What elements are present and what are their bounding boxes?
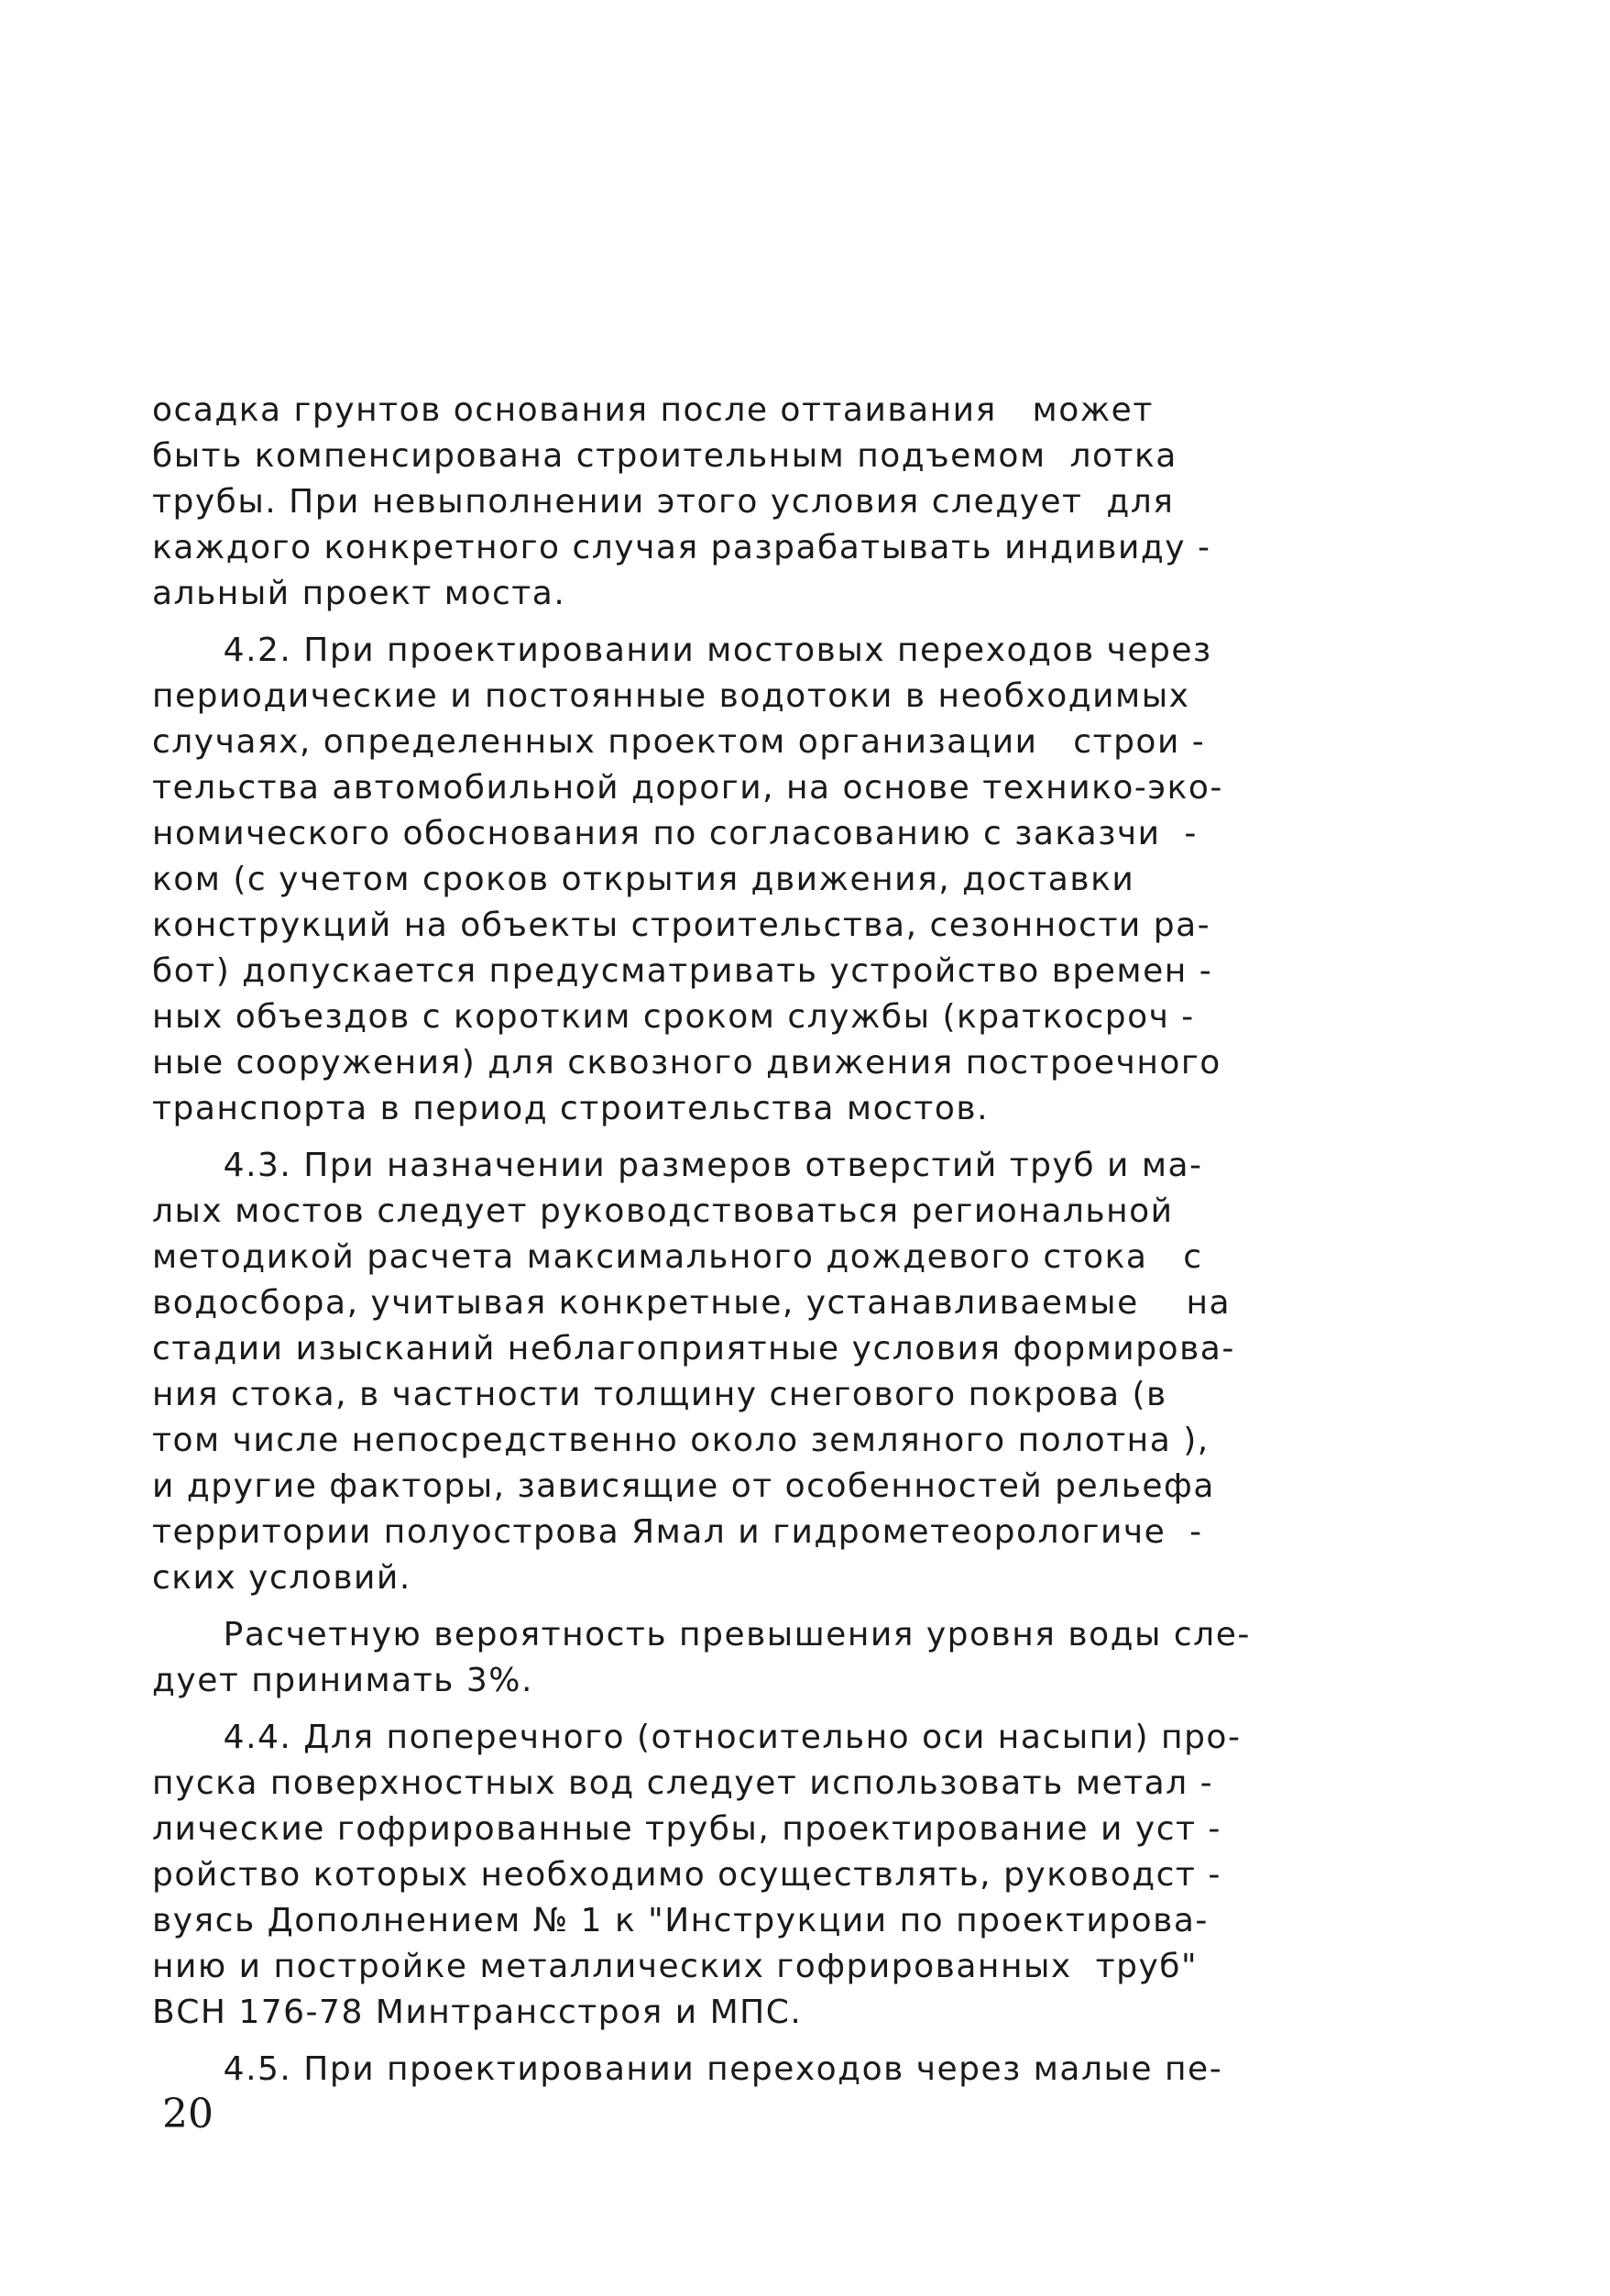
text-line: стадии изысканий неблагоприятные условия формирова- xyxy=(152,1330,1235,1368)
paragraph-gap xyxy=(152,1601,1353,1612)
text-line: территории полуострова Ямал и гидрометеорологиче - xyxy=(152,1513,1203,1551)
text-line: ные сооружения) для сквозного движения построечного xyxy=(152,1044,1221,1082)
paragraph-4-3 xyxy=(152,1143,1353,1601)
text-line: ком (с учетом сроков открытия движения, доставки xyxy=(152,861,1135,898)
text-line: ских условий. xyxy=(152,1559,411,1597)
text-line: случаях, определенных проектом организации строи - xyxy=(152,723,1206,761)
text-line: периодические и постоянные водотоки в необходимых xyxy=(152,677,1190,715)
text-line: лых мостов следует руководствоваться региональной xyxy=(152,1192,1174,1230)
body-text xyxy=(152,388,1353,2093)
text-line: дует принимать 3%. xyxy=(152,1662,533,1699)
text-line: и другие факторы, зависящие от особенностей рельефа xyxy=(152,1467,1215,1505)
text-line: каждого конкретного случая разрабатывать индивиду - xyxy=(152,529,1211,566)
text-line: нию и постройке металлических гофрированных труб" xyxy=(152,1948,1199,1985)
text-line: ройство которых необходимо осуществлять, руководст - xyxy=(152,1856,1221,1894)
text-line: транспорта в период строительства мостов. xyxy=(152,1090,990,1127)
text-line: лические гофрированные трубы, проектирование и уст - xyxy=(152,1810,1221,1848)
text-line: трубы. При невыполнении этого условия следует для xyxy=(152,483,1175,521)
text-line: 4.4. Для поперечного (относительно оси насыпи) про- xyxy=(152,1719,1242,1756)
text-line: конструкций на объекты строительства, сезонности ра- xyxy=(152,906,1211,944)
text-line: Расчетную вероятность превышения уровня воды сле- xyxy=(152,1616,1251,1653)
text-line: бот) допускается предусматривать устройство времен - xyxy=(152,952,1213,990)
text-line: ВСН 176-78 Минтрансстроя и МПС. xyxy=(152,1994,803,2031)
paragraph-4-2 xyxy=(152,628,1353,1132)
text-line: пуска поверхностных вод следует использовать метал - xyxy=(152,1764,1214,1802)
text-line: номического обоснования по согласованию с заказчи - xyxy=(152,815,1198,852)
text-line: ных объездов с коротким сроком службы (краткосроч - xyxy=(152,998,1195,1036)
text-line: вуясь Дополнением № 1 к "Инструкции по проектирова- xyxy=(152,1902,1209,1939)
text-line: альный проект моста. xyxy=(152,575,566,612)
text-line: 4.2. При проектировании мостовых переходов через xyxy=(152,632,1212,669)
paragraph-continuation xyxy=(152,388,1353,617)
text-line: 4.5. При проектировании переходов через малые пе- xyxy=(152,2050,1223,2088)
text-line: 4.3. При назначении размеров отверстий труб и ма- xyxy=(152,1147,1203,1184)
paragraph-4-5 xyxy=(152,2047,1353,2093)
paragraph-gap xyxy=(152,1132,1353,1143)
paragraph-gap xyxy=(152,2036,1353,2047)
paragraph-4-4 xyxy=(152,1715,1353,2036)
text-line: водосбора, учитывая конкретные, устанавливаемые на xyxy=(152,1284,1232,1322)
text-line: методикой расчета максимального дождевого стока с xyxy=(152,1238,1203,1276)
paragraph-probability xyxy=(152,1612,1353,1704)
page-number: 20 xyxy=(162,2091,214,2137)
text-line: тельства автомобильной дороги, на основе технико-эко- xyxy=(152,769,1223,807)
text-line: том числе непосредственно около земляного полотна ), xyxy=(152,1422,1210,1459)
text-line: осадка грунтов основания после оттаивания может xyxy=(152,391,1154,429)
text-line: ния стока, в частности толщину снегового покрова (в xyxy=(152,1376,1167,1413)
paragraph-gap xyxy=(152,1704,1353,1715)
text-line: быть компенсирована строительным подъемом лотка xyxy=(152,437,1177,475)
paragraph-gap xyxy=(152,617,1353,628)
